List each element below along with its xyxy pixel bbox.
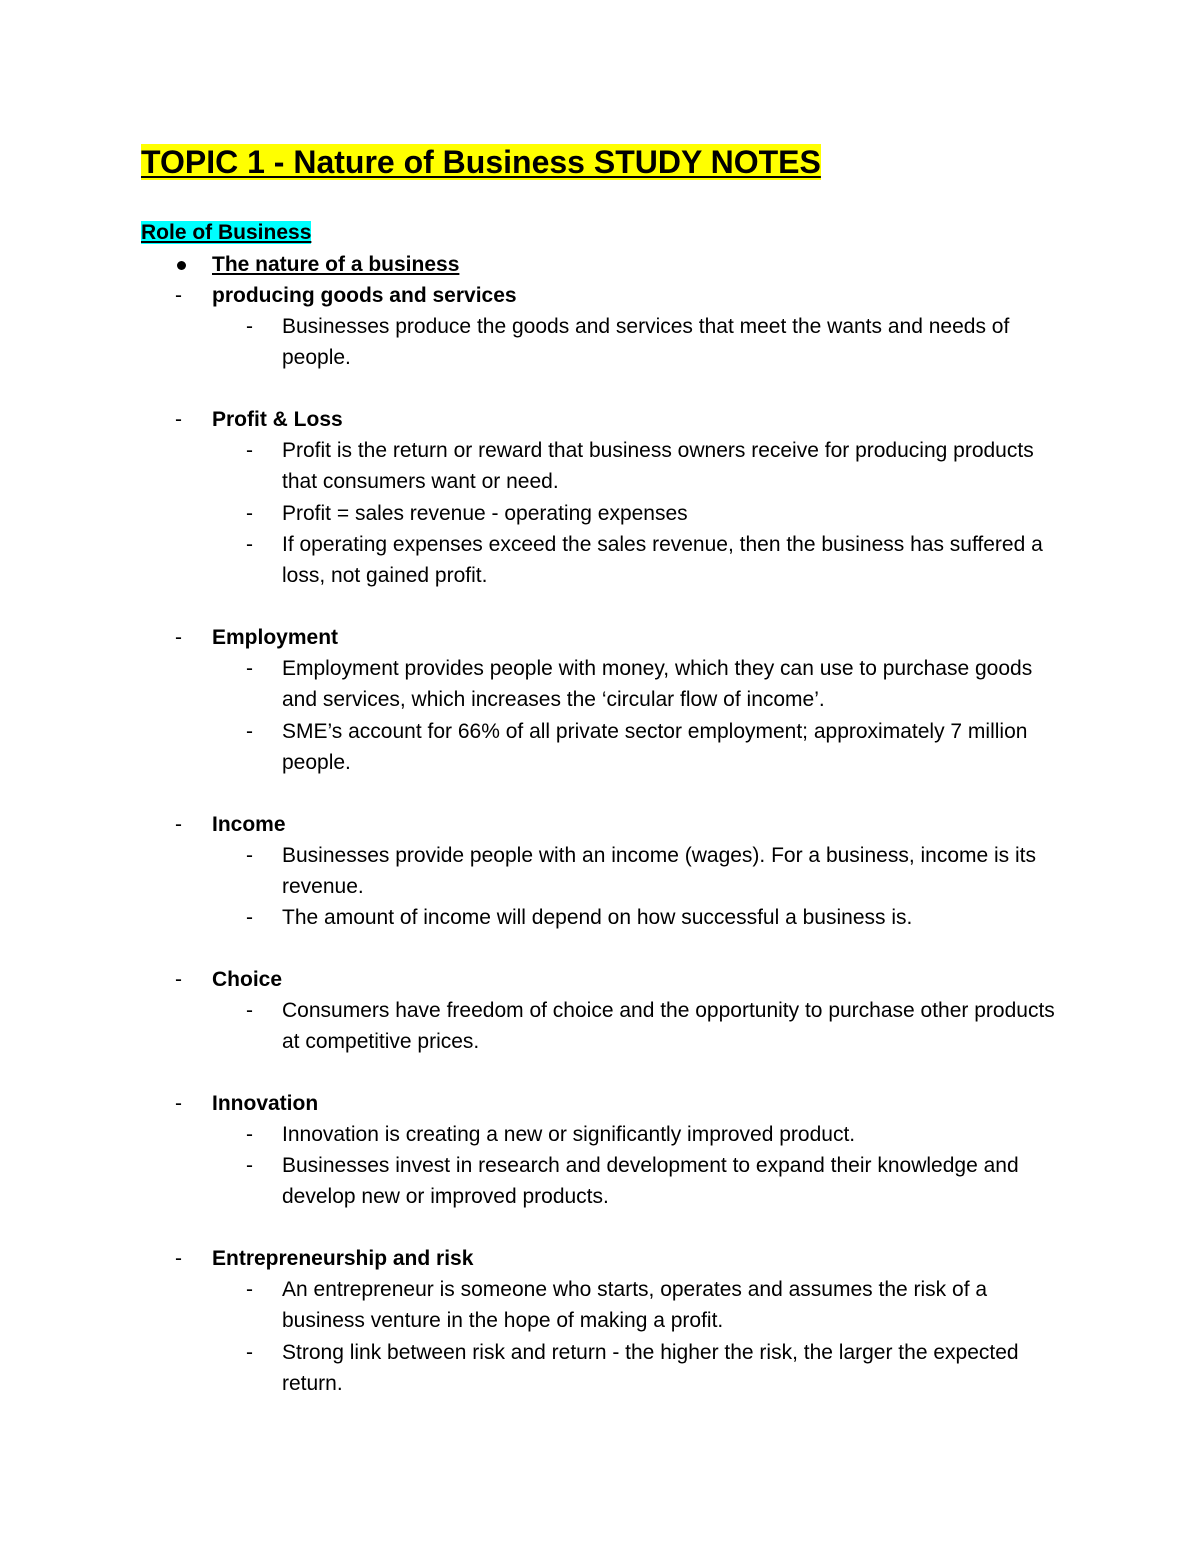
nature-heading: The nature of a business <box>212 253 460 276</box>
dash-marker: - <box>175 1092 182 1115</box>
group-heading: Employment <box>212 626 339 649</box>
section-heading <box>141 218 311 248</box>
dash-marker: - <box>246 1154 253 1177</box>
list-item: Businesses invest in research and development to expand their knowledge and develop new or improved products. <box>282 1154 1019 1208</box>
dash-marker: - <box>175 408 182 431</box>
dash-marker: - <box>246 906 253 929</box>
list-item: Consumers have freedom of choice and the opportunity to purchase other products at competitive prices. <box>282 999 1055 1053</box>
group-heading: producing goods and services <box>212 284 517 307</box>
list-item: The amount of income will depend on how successful a business is. <box>282 906 913 929</box>
dash-marker: - <box>246 999 253 1022</box>
list-item: Employment provides people with money, which they can use to purchase goods and services, which increases the ‘circular flow of income’. <box>282 657 1033 711</box>
dash-marker: - <box>246 315 253 338</box>
list-item: Profit = sales revenue - operating expenses <box>282 502 688 525</box>
group-heading: Income <box>212 813 286 836</box>
dash-marker: - <box>175 1247 182 1270</box>
dash-marker: - <box>246 1123 253 1146</box>
bullet-dot-icon <box>177 261 186 270</box>
list-item: SME’s account for 66% of all private sector employment; approximately 7 million people. <box>282 720 1028 774</box>
dash-marker: - <box>246 533 253 556</box>
list-item: An entrepreneur is someone who starts, operates and assumes the risk of a business venture in the hope of making a profit. <box>282 1278 988 1332</box>
page-title-text: TOPIC 1 - Nature of Business STUDY NOTES <box>141 144 821 180</box>
group-heading: Entrepreneurship and risk <box>212 1247 474 1270</box>
dash-marker: - <box>246 844 253 867</box>
dash-marker: - <box>175 284 182 307</box>
list-item: If operating expenses exceed the sales revenue, then the business has suffered a loss, not gained profit. <box>282 533 1043 587</box>
group-heading: Choice <box>212 968 283 991</box>
group-heading: Profit & Loss <box>212 408 343 431</box>
list-item: Profit is the return or reward that business owners receive for producing products that consumers want or need. <box>282 439 1034 493</box>
dash-marker: - <box>175 968 182 991</box>
dash-marker: - <box>246 502 253 525</box>
dash-marker: - <box>246 439 253 462</box>
dash-marker: - <box>246 1341 253 1364</box>
list-item: Businesses produce the goods and services that meet the wants and needs of people. <box>282 315 1010 369</box>
dash-marker: - <box>175 813 182 836</box>
list-item: Innovation is creating a new or significantly improved product. <box>282 1123 856 1146</box>
dash-marker: - <box>175 626 182 649</box>
list-item: Businesses provide people with an income (wages). For a business, income is its revenue. <box>282 844 1037 898</box>
list-item: Strong link between risk and return - the higher the risk, the larger the expected return. <box>282 1341 1019 1395</box>
dash-marker: - <box>246 1278 253 1301</box>
group-heading: Innovation <box>212 1092 319 1115</box>
section-heading-text: Role of Business <box>141 221 312 244</box>
dash-marker: - <box>246 720 253 743</box>
dash-marker: - <box>246 657 253 680</box>
page-title <box>141 141 821 183</box>
